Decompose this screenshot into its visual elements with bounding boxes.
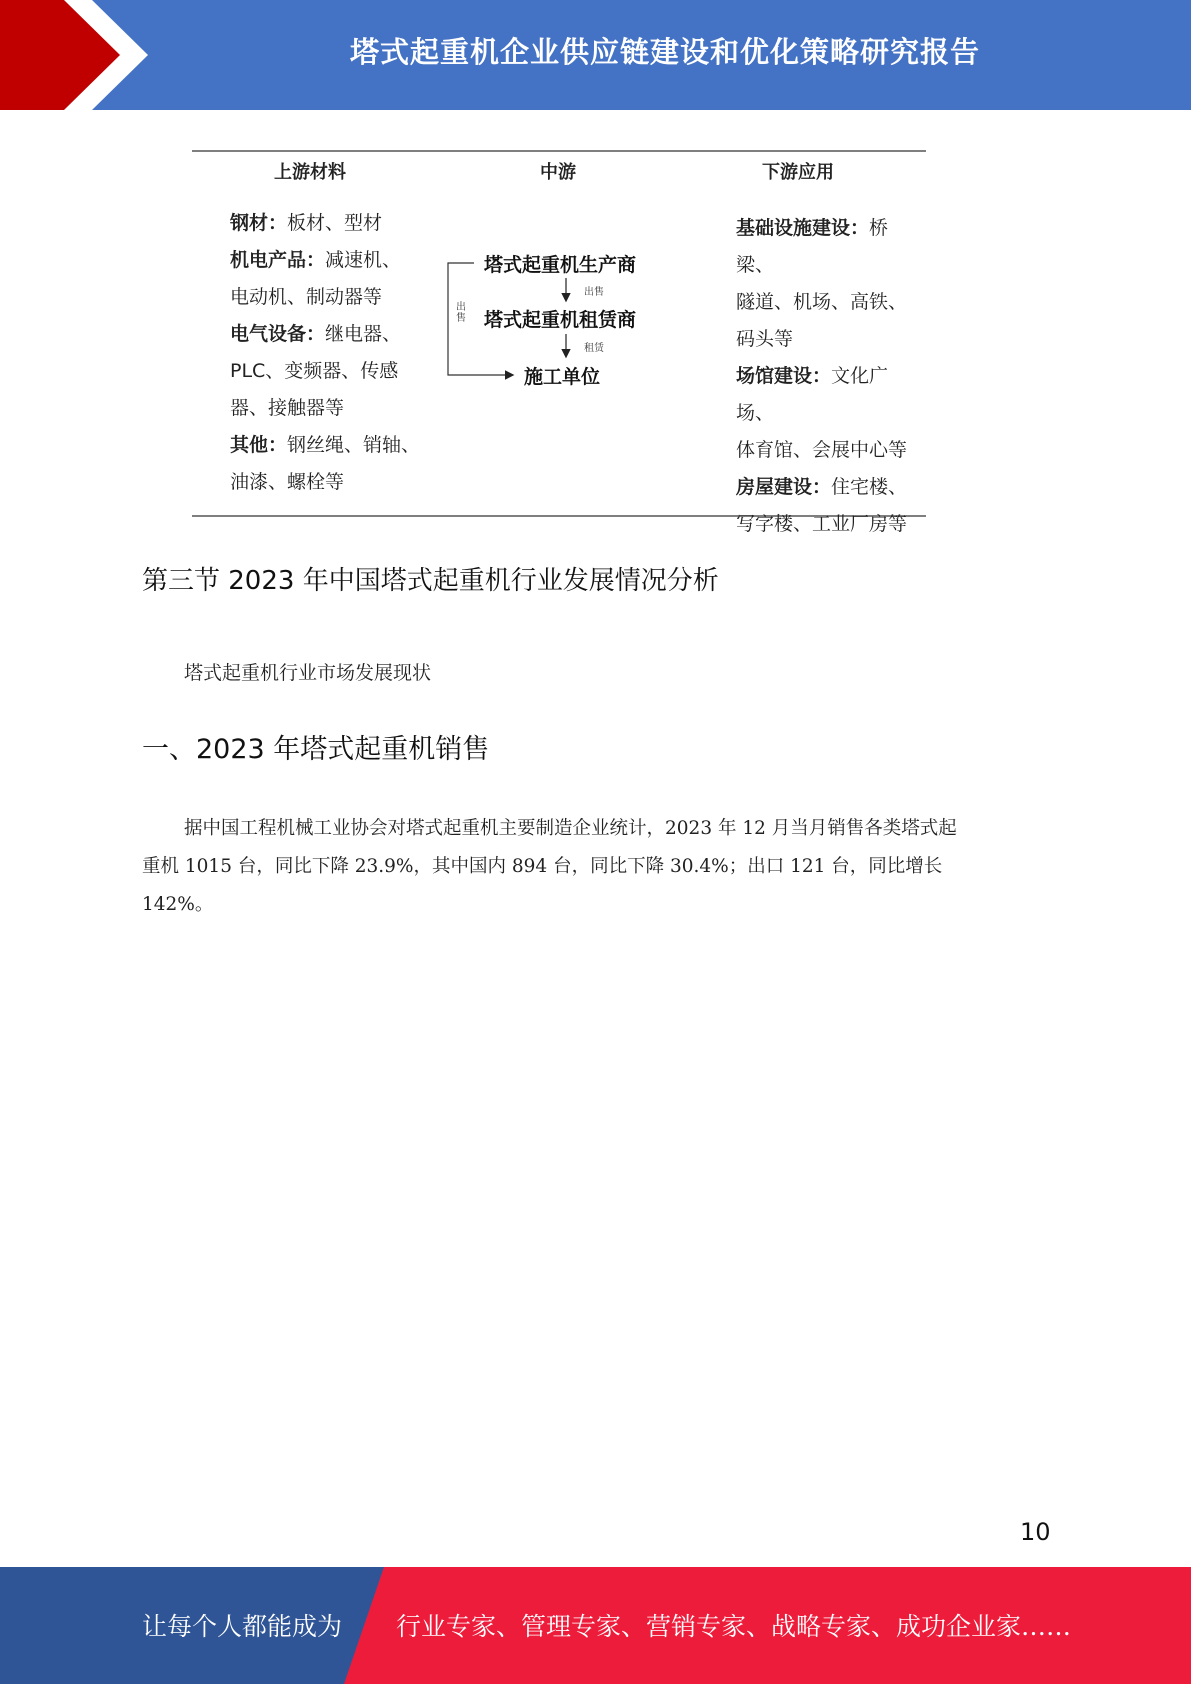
upstream-item: 钢材：板材、型材: [230, 212, 383, 234]
footer-slogan-right: 行业专家、管理专家、营销专家、战略专家、成功企业家……: [396, 1612, 1072, 1641]
footer-slogan-left: 让每个人都能成为: [142, 1612, 343, 1641]
industry-chain-diagram: [192, 150, 926, 535]
midstream-heading: 中游: [540, 162, 576, 183]
section-title: 第三节 2023 年中国塔式起重机行业发展情况分析: [142, 566, 719, 596]
downstream-item: 码头等: [736, 328, 794, 350]
downstream-item: 基础设施建设：桥梁、: [736, 217, 889, 276]
intro-text: 塔式起重机行业市场发展现状: [184, 662, 432, 684]
node-rental: 塔式起重机租赁商: [484, 309, 637, 331]
upstream-item: 机电产品：减速机、: [230, 249, 402, 271]
downstream-item: 写字楼、工业厂房等: [736, 513, 908, 535]
sales-paragraph: [142, 810, 1042, 924]
arrow-label-sale: 出售: [584, 287, 604, 298]
upstream-item: PLC、变频器、传感: [230, 360, 399, 382]
side-label-sale: 出售: [456, 302, 466, 324]
upstream-heading: 上游材料: [274, 162, 346, 183]
header-banner: [0, 0, 1191, 110]
paragraph-line: 据中国工程机械工业协会对塔式起重机主要制造企业统计，2023 年 12 月当月销售各类塔式起: [184, 818, 957, 839]
downstream-list: [736, 210, 926, 543]
report-title: 塔式起重机企业供应链建设和优化策略研究报告: [349, 34, 980, 69]
chevron-decoration: [0, 0, 160, 110]
downstream-item: 房屋建设：住宅楼、: [736, 476, 908, 498]
downstream-item: 场馆建设：文化广场、: [736, 365, 889, 424]
upstream-item: 油漆、螺栓等: [230, 471, 345, 493]
upstream-item: 其他：钢丝绳、销轴、: [230, 434, 421, 456]
upstream-item: 电气设备：继电器、: [230, 323, 402, 345]
page-number: 10: [1020, 1518, 1051, 1546]
node-construction: 施工单位: [524, 366, 601, 388]
arrow-label-rent: 租赁: [584, 343, 604, 354]
downstream-heading: 下游应用: [762, 162, 834, 183]
upstream-item: 器、接触器等: [230, 397, 345, 419]
paragraph-line: 重机 1015 台，同比下降 23.9%，其中国内 894 台，同比下降 30.4%；出口 121 台，同比增长: [142, 856, 943, 877]
footer-banner: [0, 1567, 1191, 1684]
upstream-item: 电动机、制动器等: [230, 286, 383, 308]
downstream-item: 隧道、机场、高铁、: [736, 291, 908, 313]
paragraph-line: 142%。: [142, 894, 214, 915]
heading-sales: 一、2023 年塔式起重机销售: [142, 734, 490, 765]
downstream-item: 体育馆、会展中心等: [736, 439, 908, 461]
node-manufacturer: 塔式起重机生产商: [484, 254, 637, 276]
